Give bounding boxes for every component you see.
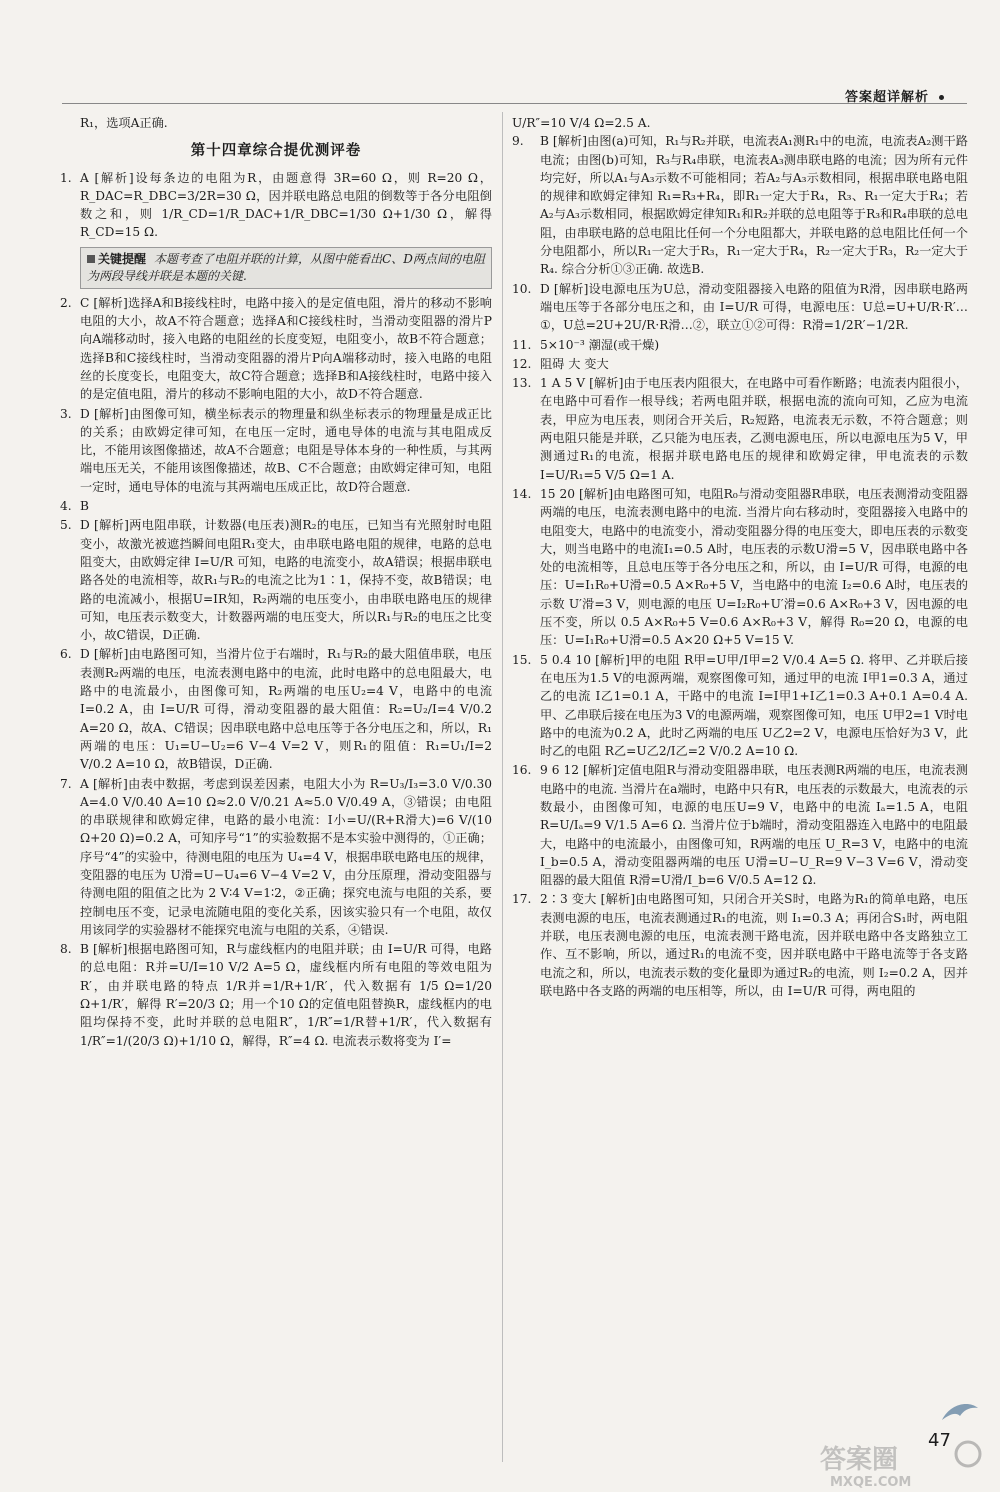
item-text: D [解析]两电阻串联，计数器(电压表)测R₂的电压，已知当有光照射时电阻变小，故激光被遮挡瞬间电阻R₁变大，由串联电路电阻的规律，电路的总电阻变大，由欧姆定律 I=U/R 可知，电路的电流变小，故A错误；根据串联电路各处的电流相等，故R₁与R₂的电流之比为1∶1，保持不变，故B错误；电路的电流减小，根据U=IR知，R₂两端的电压变小，由串联电路电压的规律可知，电压表示数变大，计数器两端的电压变大，所以R₁与R₂的电压之比变小，故C错误，D正确. <box>80 518 492 643</box>
watermark-text: 答案圈 <box>820 1445 899 1475</box>
item-text: C [解析]选择A和B接线柱时，电路中接入的是定值电阻，滑片的移动不影响电阻的大小，故A不符合题意；选择A和C接线柱时，当滑动变阻器的滑片P向A端移动时，接入电路的电阻丝的长度变短，电阻变小，故B不符合题意；选择B和C接线柱时，当滑动变阻器的滑片P向A端移动时，接入电路的电阻丝的长度变长，电阻变大，故C符合题意；选择B和A接线柱时，电路中接入的是定值电阻，滑片的移动不影响电阻的大小，故D不符合题意. <box>80 295 492 402</box>
item-text: 2∶3 变大 [解析]由电路图可知，只闭合开关S时，电路为R₁的简单电路，电压表测电源的电压，电流表测通过R₁的电流，则 I₁=0.3 A；再闭合S₁时，两电阻并联，电压表测电源的电压，电流表测干路电流，因并联电路中各支路独立工作、互不影响，所以，通过R₁的电流不变，因并联电路中干路电流等于各支路电流之和，所以，电流表示数的变化量即为通过R₂的电流，则 I₂=0.2 A，因并联电路中各支路的两端的电压相等，所以，由 I=U/R 可得，两电阻的 <box>540 892 968 998</box>
answer-item <box>512 374 968 484</box>
left-column <box>60 108 492 1051</box>
item-text: B [解析]由图(a)可知，R₁与R₂并联，电流表A₁测R₁中的电流，电流表A₂测干路电流；由图(b)可知，R₃与R₄串联，电流表A₃测串联电路的电流；因为所有元件均完好，所以A₁与A₃示数不可能相同；若A₂与A₃示数相同，根据串联电路电阻的规律和欧姆定律知 R₁=R₃+R₄，即R₁一定大于R₄，R₃、R₁一定大于R₄；若A₂与A₃示数相同，根据欧姆定律知R₁和R₂并联的总电阻等于R₃和R₄串联的总电阻，由串联电路的总电阻比任何一个分电阻都大，并联电路的总电阻比任何一个分电阻都小，所以R₁一定大于R₃，R₁一定大于R₄，R₂一定大于R₃，R₂一定大于R₄. 综合分析①③正确. 故选B. <box>540 134 968 277</box>
item-text: 阻碍 大 变大 <box>540 356 609 371</box>
watermark-icon <box>800 1438 990 1488</box>
answer-item <box>512 651 968 761</box>
right-intro: U/R″=10 V/4 Ω=2.5 A. <box>512 116 651 130</box>
item-number: 13. <box>512 376 532 391</box>
item-text: A [解析]设每条边的电阻为R，由题意得 3R=60 Ω，则 R=20 Ω，R_DAC=R_DBC=3/2R=30 Ω，因并联电路总电阻的倒数等于各分电阻倒数之和，则 1/R_CD=1/R_DAC+1/R_DBC=1/30 Ω+1/30 Ω，解得 R_CD=15 Ω. <box>80 170 492 240</box>
answer-item <box>60 645 492 773</box>
item-number: 6. <box>60 647 72 662</box>
item-number: 9. <box>512 134 524 149</box>
item-number: 10. <box>512 281 532 296</box>
item-number: 14. <box>512 486 532 501</box>
item-number: 17. <box>512 892 532 907</box>
item-text: 9 6 12 [解析]定值电阻R与滑动变阻器串联，电压表测R两端的电压，电流表测电路中的电流. 当滑片在a端时，电路中只有R，电压表的示数最大，电流表的示数最小，由图像可知，电源的电压U=9 V，电路中的电流 Iₐ=1.5 A，电阻 R=U/Iₐ=9 V/1.5 A=6 Ω. 当滑片位于b端时，滑动变阻器连入电路中的电阻最大，电路中的电流最小，由图像可知，R两端的电压 U_R=3 V，电路中的电流 I_b=0.5 A，滑动变阻器两端的电压 U滑=U−U_R=9 V−3 V=6 V，滑动变阻器的最大阻值 R滑=U滑/I_b=6 V/0.5 A=12 Ω. <box>540 763 968 888</box>
answer-item <box>512 336 968 354</box>
answer-item <box>512 355 968 373</box>
answer-item <box>60 775 492 940</box>
item-text: D [解析]由电路图可知，当滑片位于右端时，R₁与R₂的最大阻值串联，电压表测R₂两端的电压，电流表测电路中的电流，此时电路中的总电阻最大，电路中的电流最小，由图像可知，R₂两端的电压U₂=4 V，电路中的电流 I=0.2 A，由 I=U/R 可得，滑动变阻器的最大阻值：R₂=U₂/I=4 V/0.2 A=20 Ω，故A、C错误；因串联电路中总电压等于各分电压之和，所以，R₁两端的电压：U₁=U−U₂=6 V−4 V=2 V，则R₁的阻值：R₁=U₁/I=2 V/0.2 A=10 Ω，故B错误，D正确. <box>80 647 492 772</box>
answer-item <box>512 280 968 335</box>
bullet-icon <box>939 95 944 100</box>
left-intro: R₁，选项A正确. <box>80 116 168 130</box>
key-tip-label: 关键提醒 <box>87 252 146 266</box>
page-number: 47 <box>928 1430 951 1451</box>
item-text: D [解析]设电源电压为U总，滑动变阻器接入电路的阻值为R滑，因串联电路两端电压等于各部分电压之和，由 I=U/R 可得，电源电压：U总=U+U/R·R′…①，U总=2U+2U/R·R滑…②，联立①②可得：R滑=1/2R′−1/2R. <box>540 281 968 333</box>
item-text: B <box>80 499 89 514</box>
answer-item <box>512 761 968 889</box>
item-number: 11. <box>512 337 532 352</box>
answer-item <box>512 485 968 650</box>
item-number: 3. <box>60 406 72 421</box>
item-number: 1. <box>60 170 72 185</box>
item-text: 5 0.4 10 [解析]甲的电阻 R甲=U甲/I甲=2 V/0.4 A=5 Ω. 将甲、乙并联后接在电压为1.5 V的电源两端，观察图像可知，通过甲的电流 I甲1=0.3 A，通过乙的电流 I乙1=0.1 A，干路中的电流 I=I甲1+I乙1=0.3 A+0.1 A=0.4 A. 甲、乙串联后接在电压为3 V的电源两端，观察图像可知，电压 U甲2=1 V时电路中的电流为0.2 A，此时乙两端的电压 U乙2=2 V，电源电压恰好为3 V，此时乙的电阻 R乙=U乙2/I乙=2 V/0.2 A=10 Ω. <box>540 652 968 759</box>
item-number: 15. <box>512 652 532 667</box>
answer-item <box>60 497 492 515</box>
item-text: B [解析]根据电路图可知，R与虚线框内的电阻并联；由 I=U/R 可得，电路的总电阻：R并=U/I=10 V/2 A=5 Ω，虚线框内所有电阻的等效电阻为R′，由并联电路的特点 1/R并=1/R+1/R′，代入数据有 1/5 Ω=1/20 Ω+1/R′，解得 R′=20/3 Ω；用一个10 Ω的定值电阻替换R，虚线框内的电阻均保持不变，此时并联的总电阻R″，1/R″=1/R替+1/R′，代入数据有 1/R″=1/(20/3 Ω)+1/10 Ω，解得，R″=4 Ω. 电流表示数将变为 I′= <box>80 942 492 1048</box>
item-number: 4. <box>60 499 72 514</box>
answer-item <box>60 940 492 1050</box>
item-text: 1 A 5 V [解析]由于电压表内阻很大，在电路中可看作断路；电流表内阻很小，在电路中可看作一根导线；若两电阻并联，根据电流的流向可知，乙应为电流表，甲应为电压表，则闭合开关后，R₂短路，电流表无示数，不符合题意；则两电阻只能是并联，乙只能为电压表，乙测电源电压，所以电源电压为5 V，甲测通过R₁的电流，根据并联电路电压的规律和欧姆定律，甲电流表的示数 I=U/R₁=5 V/5 Ω=1 A. <box>540 376 968 482</box>
answer-item <box>512 890 968 1000</box>
item-number: 16. <box>512 763 532 778</box>
item-text: A [解析]由表中数据，考虑到误差因素，电阻大小为 R=U₃/I₃=3.0 V/0.30 A=4.0 V/0.40 A=10 Ω≈2.0 V/0.21 A≈5.0 V/0.49 A，③错误；由电阻的串联规律和欧姆定律，电路的最小电流：I小=U/(R+R滑大)=6 V/(10 Ω+20 Ω)=0.2 A，可知序号“1”的实验数据不是本实验中测得的，①正确；序号“4”的实验中，待测电阻的电压为 U₄=4 V，根据串联电路电压的规律，变阻器的电压为 U滑=U−U₄=6 V−4 V=2 V，由分压原理，滑动变阻器与待测电阻的阻值之比为 2 V∶4 V=1∶2，②正确；探究电流与电阻的关系，要控制电压不变，记录电流随电阻的变化关系，因该实验只有一个电阻，故仅用该同学的实验器材不能探究电流与电阻的关系，④错误. <box>80 776 492 937</box>
watermark-url: MXQE.COM <box>830 1475 912 1488</box>
item-number: 7. <box>60 776 72 791</box>
answer-item <box>60 405 492 496</box>
item-number: 12. <box>512 356 532 371</box>
key-tip-box <box>80 247 492 289</box>
header-divider <box>62 103 967 104</box>
item-number: 8. <box>60 942 72 957</box>
column-divider <box>502 112 503 1462</box>
dolphin-icon <box>940 1398 980 1428</box>
item-number: 5. <box>60 518 72 533</box>
item-text: D [解析]由图像可知，横坐标表示的物理量和纵坐标表示的物理量是成正比的关系；由欧姆定律可知，在电压一定时，通电导体的电流与其电阻成反比，不能用该图像描述，故A不合题意；电阻是导体本身的一种性质，与其两端电压无关，不能用该图像描述，故B、C不合题意；由欧姆定律可知，电阻一定时，通电导体的电流与其两端电压成正比，故D符合题意. <box>80 406 492 494</box>
item-number: 2. <box>60 295 72 310</box>
item-text: 5×10⁻³ 潮湿(或干燥) <box>540 337 660 352</box>
answer-item <box>60 169 492 242</box>
answer-item <box>512 132 968 278</box>
header-title: 答案超详解析 <box>844 90 929 105</box>
right-column <box>512 108 968 1001</box>
key-tip-text: 本题考查了电阻并联的计算，从图中能看出C、D两点间的电阻为两段导线并联是本题的关键. <box>87 251 485 283</box>
answer-item <box>60 294 492 404</box>
answer-item <box>60 516 492 644</box>
item-text: 15 20 [解析]由电路图可知，电阻R₀与滑动变阻器R串联，电压表测滑动变阻器两端的电压，电流表测电路中的电流. 当滑片向右移动时，变阻器接入电路中的电阻变大，电路中的电流变小，滑动变阻器分得的电压变大，即电压表的示数变大，则当电路中的电流I₁=0.5 A时，电压表的示数U滑=5 V，因串联电路中各处的电流相等，且总电压等于各分电压之和，所以，由 I=U/R 可得，电源的电压：U=I₁R₀+U滑=0.5 A×R₀+5 V，当电路中的电流 I₂=0.6 A时，电压表的示数 U′滑=3 V，则电源的电压 U=I₂R₀+U′滑=0.6 A×R₀+3 V，因电源的电压不变，所以 0.5 A×R₀+5 V=0.6 A×R₀+3 V，解得 R₀=20 Ω，电源的电压：U=I₁R₀+U滑=0.5 A×20 Ω+5 V=15 V. <box>540 486 968 648</box>
section-title: 第十四章综合提优测评卷 <box>190 143 362 160</box>
watermark-logo <box>800 1438 990 1488</box>
